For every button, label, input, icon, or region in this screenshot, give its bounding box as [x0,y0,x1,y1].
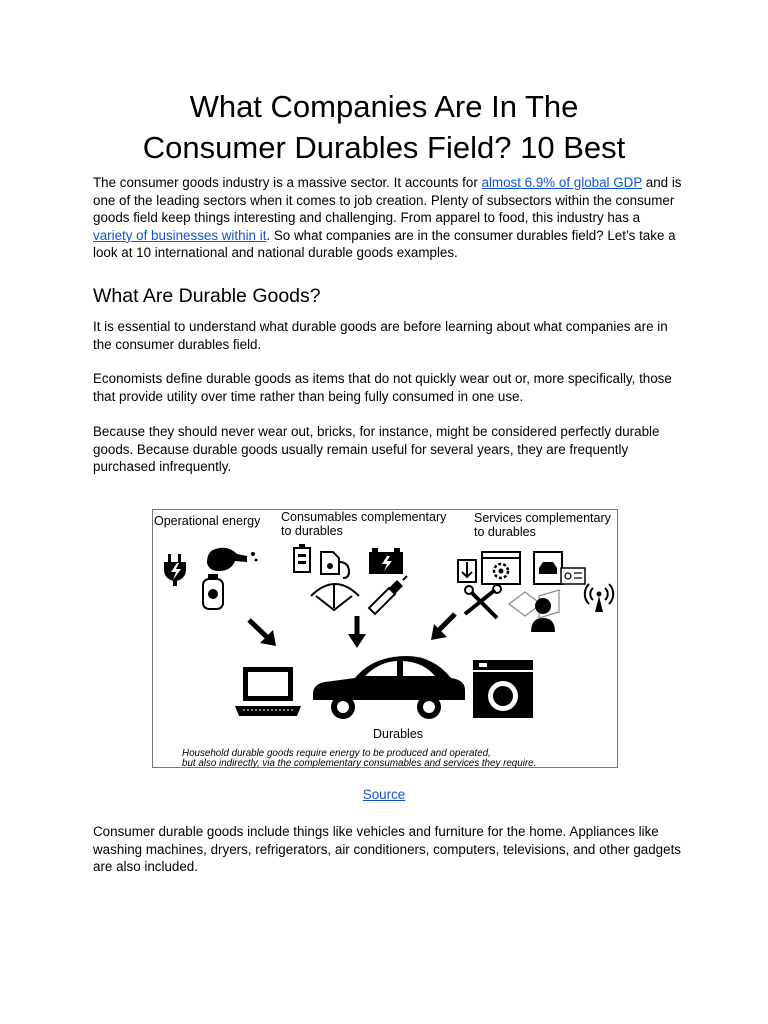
label-operational-energy: Operational energy [154,514,261,528]
paragraph-4: Consumer durable goods include things like vehicles and furniture for the home. Appliances like washing machines, dryers, refrigerators, air conditioners, computers, televisions, and other gadgets are also included. [93,824,681,875]
support-person-icon [509,590,559,632]
label-services-1: Services complementary [474,511,611,525]
download-icon [458,560,476,582]
car-battery-icon [369,548,403,574]
source-link[interactable]: Source [362,787,406,802]
label-consumables-2: to durables [281,524,343,538]
intro-text-1: The consumer goods industry is a massive sector. It accounts for [93,175,482,190]
arrow-energy-icon [249,620,276,646]
caption-line-2: but also indirectly, via the complementary consumables and services they require. [182,758,537,769]
spark-plug-icon [369,576,407,614]
durable-goods-figure [152,509,618,768]
businesses-link[interactable]: variety of businesses within it [93,227,267,243]
paragraph-3: Because they should never wear out, bricks, for instance, might be considered perfectly durable goods. Because durable goods usually remain useful for several years, they are frequently purchased infrequently. [93,424,660,475]
washing-machine-icon [473,660,533,718]
intro-text-3: . So what companies are in the consumer durables field? Let’s take a look at 10 international and national durable goods examples. [93,227,676,261]
title-line-1: What Companies Are In The [189,89,579,124]
settings-window-icon [482,552,520,584]
oil-canister-icon [321,552,349,578]
paragraph-2: Economists define durable goods as items that do not quickly wear out or, more specifically, those that provide utility over time rather than being fully consumed in one use. [93,371,672,404]
car-service-document-icon [534,552,562,584]
gas-cylinder-icon [203,574,223,609]
caption-line-1: Household durable goods require energy to be produced and operated, [182,748,491,759]
label-consumables-1: Consumables complementary [281,510,447,524]
laptop-icon [235,667,301,716]
label-durables: Durables [373,727,424,741]
figure-caption [182,749,536,769]
wrench-tools-icon [465,585,501,618]
plug-icon [164,554,186,586]
title-line-2: Consumer Durables Field? 10 Best [142,130,626,165]
wireless-antenna-icon [585,584,613,612]
section-heading: What Are Durable Goods? [93,285,321,307]
arrow-consumables-icon [348,616,366,648]
battery-icon [294,544,310,572]
label-services-2: to durables [474,525,536,539]
gdp-link[interactable]: almost 6.9% of global GDP [481,175,643,190]
car-icon [313,656,465,719]
intro-paragraph [93,174,683,262]
page-title [60,86,708,168]
wiper-fluid-icon [311,584,359,610]
source-caption [0,787,768,802]
fuel-nozzle-icon [207,548,258,571]
paragraph-1: It is essential to understand what durable goods are before learning about what companies are in the consumer durables field. [93,319,668,352]
arrow-services-icon [431,614,455,640]
intro-text-2: and is one of the leading sectors when it comes to job creation. Plenty of subsectors within the consumer goods field keep things interesting and challenging. From apparel to food, this industry has a [93,175,682,226]
id-card-icon [561,568,585,584]
